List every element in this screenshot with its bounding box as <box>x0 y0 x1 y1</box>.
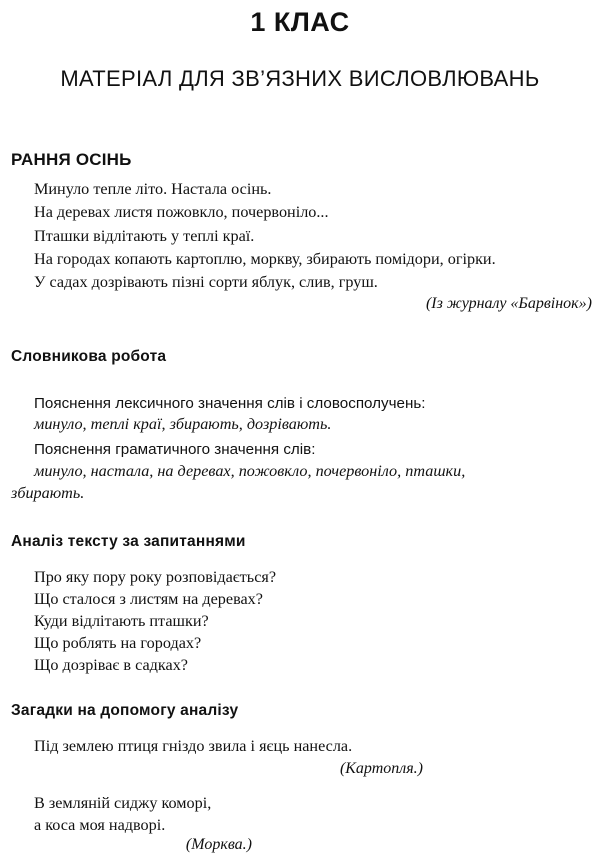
story-line: На деревах листя пожовкло, почервоніло... <box>34 203 329 222</box>
question-item: Що роблять на городах? <box>34 634 202 652</box>
grammatical-words: минуло, настала, на деревах, пожовкло, почервоніло, пташки, <box>34 462 466 480</box>
riddle-2-line2: а коса моя надворі. <box>34 816 166 834</box>
lexical-words: минуло, теплі краї, збирають, дозрівають. <box>34 415 332 433</box>
question-item: Про яку пору року розповідається? <box>34 568 277 586</box>
story-line: Пташки відлітають у теплі краї. <box>34 226 255 245</box>
story-text <box>34 178 496 294</box>
lexical-intro: Пояснення лексичного значення слів і словосполучень: <box>34 395 426 412</box>
story-line: Минуло тепле літо. Настала осінь. <box>34 180 272 198</box>
riddle-1-answer: (Картопля.) <box>339 760 423 777</box>
question-item: Що дозріває в садках? <box>34 656 188 674</box>
riddles-heading: Загадки на допомогу аналізу <box>11 702 239 719</box>
grade-title: 1 КЛАС <box>250 7 350 37</box>
grammatical-intro: Пояснення граматичного значення слів: <box>34 441 316 458</box>
vocabulary-heading: Словникова робота <box>11 348 167 365</box>
story-line: На городах копають картоплю, моркву, збирають помідори, огірки. <box>34 249 496 268</box>
analysis-heading: Аналіз тексту за запитаннями <box>11 533 246 550</box>
question-list <box>34 566 276 676</box>
riddle-2-answer: (Морква.) <box>185 836 252 853</box>
story-title: РАННЯ ОСІНЬ <box>11 150 132 169</box>
story-attribution: (Із журналу «Барвінок») <box>425 295 592 312</box>
question-item: Що сталося з листям на деревах? <box>34 590 263 608</box>
riddle-1: Під землею птиця гніздо звила і яєць нанесла. <box>34 737 353 755</box>
grammatical-words-cont: збирають. <box>11 484 85 502</box>
story-line: У садах дозрівають пізні сорти яблук, слив, груш. <box>34 273 378 292</box>
question-item: Куди відлітають пташки? <box>34 612 209 630</box>
section-title: МАТЕРІАЛ ДЛЯ ЗВ’ЯЗНИХ ВИСЛОВЛЮВАНЬ <box>60 66 540 91</box>
riddle-2-line1: В земляній сиджу коморі, <box>34 794 212 812</box>
